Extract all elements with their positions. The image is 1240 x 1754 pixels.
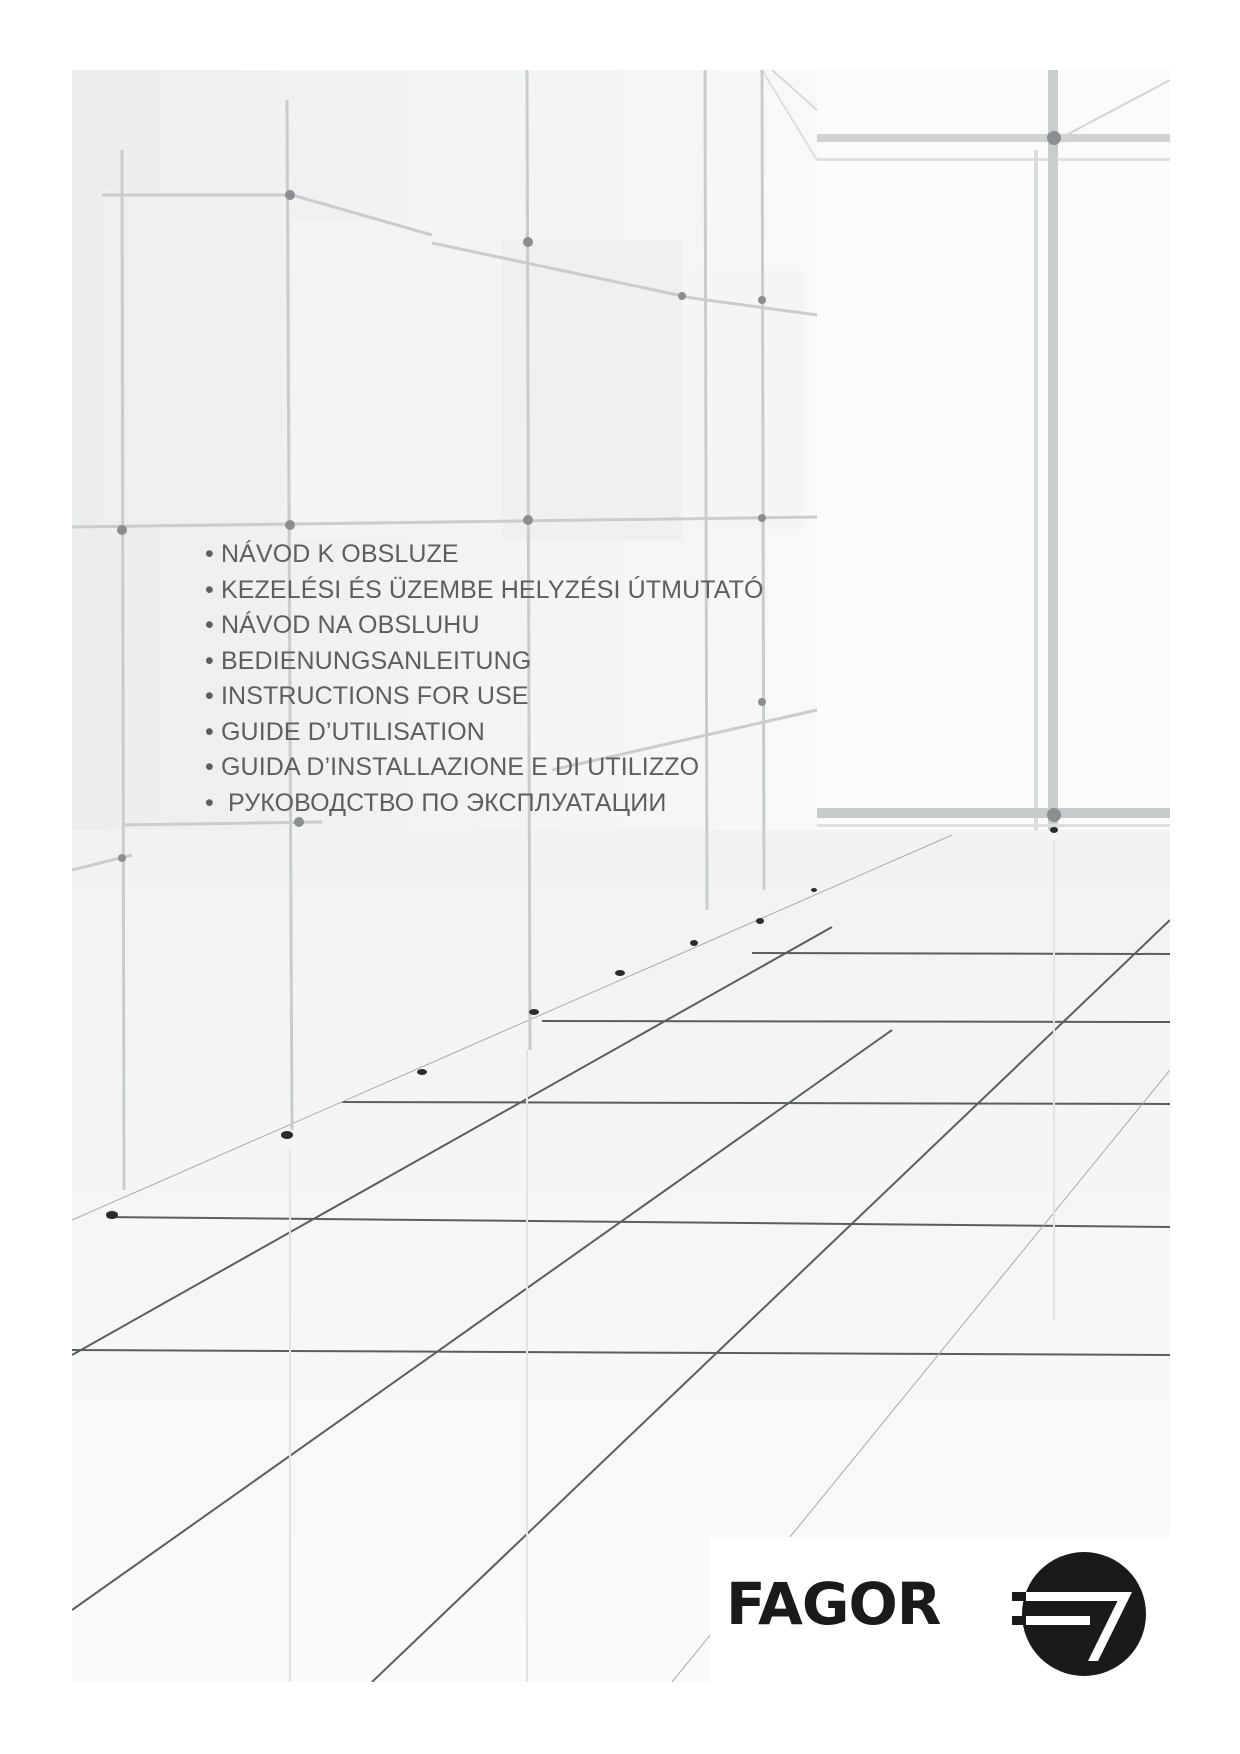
list-bullet: • — [205, 575, 214, 604]
list-bullet: • — [205, 540, 214, 568]
language-item-czech — [205, 537, 764, 573]
language-label: NÁVOD NA OBSLUHU — [221, 611, 480, 639]
language-item-english — [205, 679, 764, 715]
language-label: NÁVOD K OBSLUZE — [221, 540, 459, 568]
language-label: GUIDE D’UTILISATION — [221, 717, 485, 746]
fagor-f-circle-icon — [1012, 1546, 1148, 1682]
list-bullet: • — [205, 717, 214, 746]
language-item-hungarian — [205, 573, 764, 609]
list-bullet: • — [205, 611, 214, 639]
cover-photo — [72, 70, 1170, 1682]
language-label: KEZELÉSI ÉS ÜZEMBE HELYZÉSI ÚTMUTATÓ — [221, 575, 764, 604]
brand-name: FAGOR — [726, 1570, 941, 1638]
language-label: BEDIENUNGSANLEITUNG — [221, 646, 532, 675]
language-label: GUIDA D’INSTALLAZIONE E DI UTILIZZO — [221, 753, 700, 781]
list-bullet: • — [205, 788, 214, 817]
language-list — [205, 537, 764, 821]
language-label: РУКОВОДСТВО ПО ЭКСПЛУАТАЦИИ — [221, 788, 667, 817]
language-item-french — [205, 715, 764, 751]
language-item-slovak — [205, 608, 764, 644]
list-bullet: • — [205, 646, 214, 675]
list-bullet: • — [205, 753, 214, 781]
language-item-german — [205, 644, 764, 680]
language-label: INSTRUCTIONS FOR USE — [221, 682, 529, 710]
language-item-russian — [205, 786, 764, 822]
glass-hall-illustration — [72, 70, 1170, 1682]
brand-logo — [710, 1537, 1170, 1682]
list-bullet: • — [205, 682, 214, 710]
language-item-italian — [205, 750, 764, 786]
